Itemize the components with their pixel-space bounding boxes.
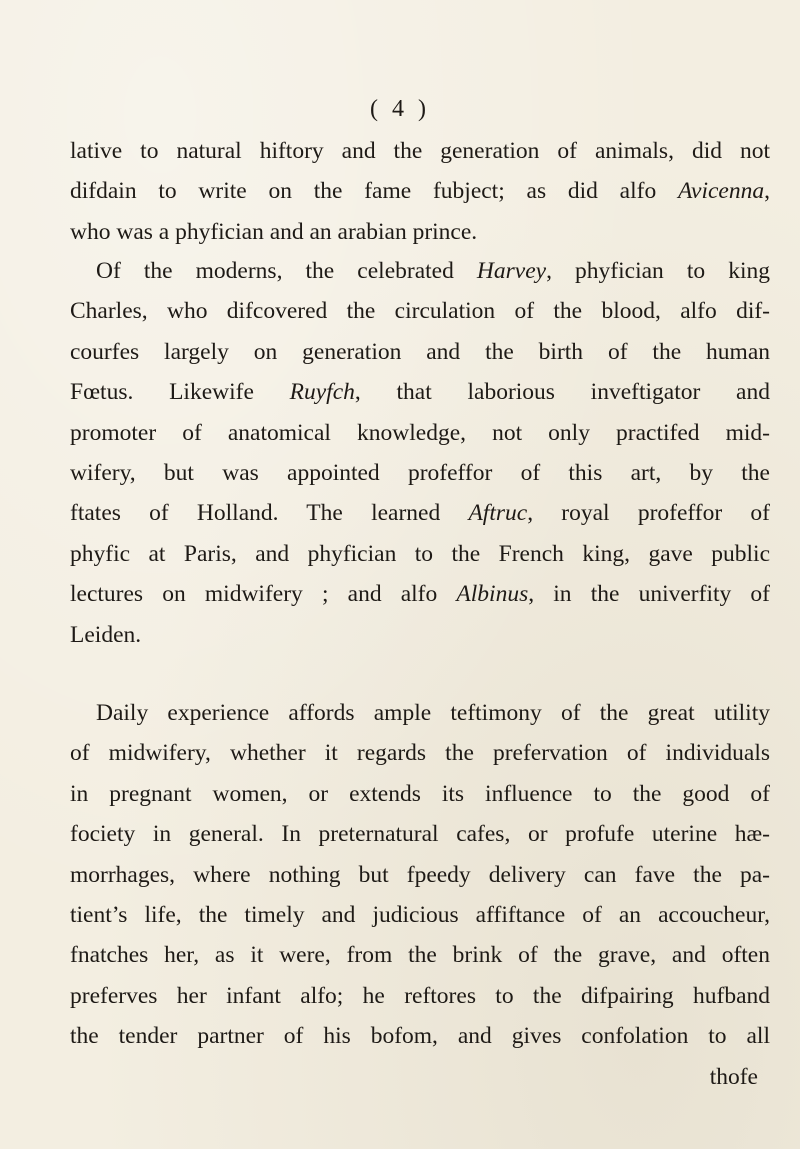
- text-line: [70, 493, 770, 533]
- paragraph-1: [70, 131, 770, 252]
- text-line: who was a phyfician and an arabian prince.: [70, 218, 478, 245]
- italic-name-harvey: Harvey: [476, 258, 547, 284]
- text-line: [70, 251, 770, 291]
- catchword: thofe: [709, 1063, 758, 1090]
- text-line: Daily experience affords ample teftimony of the great utility: [96, 700, 770, 726]
- text-segment: lectures on midwifery ; and alfo: [70, 581, 457, 608]
- italic-name-avicenna: Avicenna: [677, 178, 765, 205]
- text-segment: difdain to write on the fame fubject; as did alfo: [70, 178, 678, 205]
- text-line: courfes largely on generation and the birth of the human: [70, 338, 770, 365]
- text-line: of midwifery, whether it regards the prefervation of individuals: [70, 740, 770, 767]
- text-line: morrhages, where nothing but fpeedy delivery can fave the pa-: [70, 861, 770, 888]
- text-line: [70, 574, 770, 614]
- text-line: preferves her infant alfo; he reftores to the difpairing hufband: [70, 982, 770, 1009]
- text-line: in pregnant women, or extends its influence to the good of: [70, 780, 770, 807]
- italic-name-aftruc: Aftruc: [468, 500, 528, 527]
- text-line: fociety in general. In preternatural cafes, or profufe uterine hæ-: [70, 821, 770, 848]
- text-line: Charles, who difcovered the circulation of the blood, alfo dif-: [70, 298, 770, 325]
- text-segment: Of the moderns, the celebrated: [96, 258, 477, 284]
- text-segment: Fœtus. Likewife: [70, 379, 290, 406]
- text-line: wifery, but was appointed profeffor of this art, by the: [70, 459, 770, 486]
- text-line: [70, 372, 770, 412]
- text-segment: , that laborious inveftigator and: [354, 379, 770, 406]
- text-line: promoter of anatomical knowledge, not only practifed mid-: [70, 419, 770, 446]
- text-line: phyfic at Paris, and phyfician to the French king, gave public: [70, 540, 770, 567]
- italic-name-ruyfch: Ruyfch: [289, 379, 355, 406]
- page-number: ( 4 ): [370, 96, 430, 122]
- paragraph-2: [70, 251, 770, 655]
- text-line: fnatches her, as it were, from the brink of the grave, and often: [70, 942, 770, 969]
- text-line: [70, 171, 770, 211]
- text-line: tient’s life, the timely and judicious affiftance of an accoucheur,: [70, 901, 770, 928]
- text-segment: ftates of Holland. The learned: [70, 500, 469, 527]
- text-segment: , in the univerfity of: [528, 581, 770, 608]
- text-line: Leiden.: [70, 621, 142, 648]
- text-line: lative to natural hiftory and the generation of animals, did not: [70, 138, 770, 164]
- paragraph-3: [70, 693, 770, 1097]
- text-segment: , royal profeffor of: [527, 500, 771, 527]
- italic-name-albinus: Albinus: [456, 581, 529, 608]
- text-segment: , phyfician to king: [546, 258, 770, 284]
- text-line: the tender partner of his bofom, and gives confolation to all: [70, 1023, 770, 1050]
- text-segment: ,: [764, 178, 770, 205]
